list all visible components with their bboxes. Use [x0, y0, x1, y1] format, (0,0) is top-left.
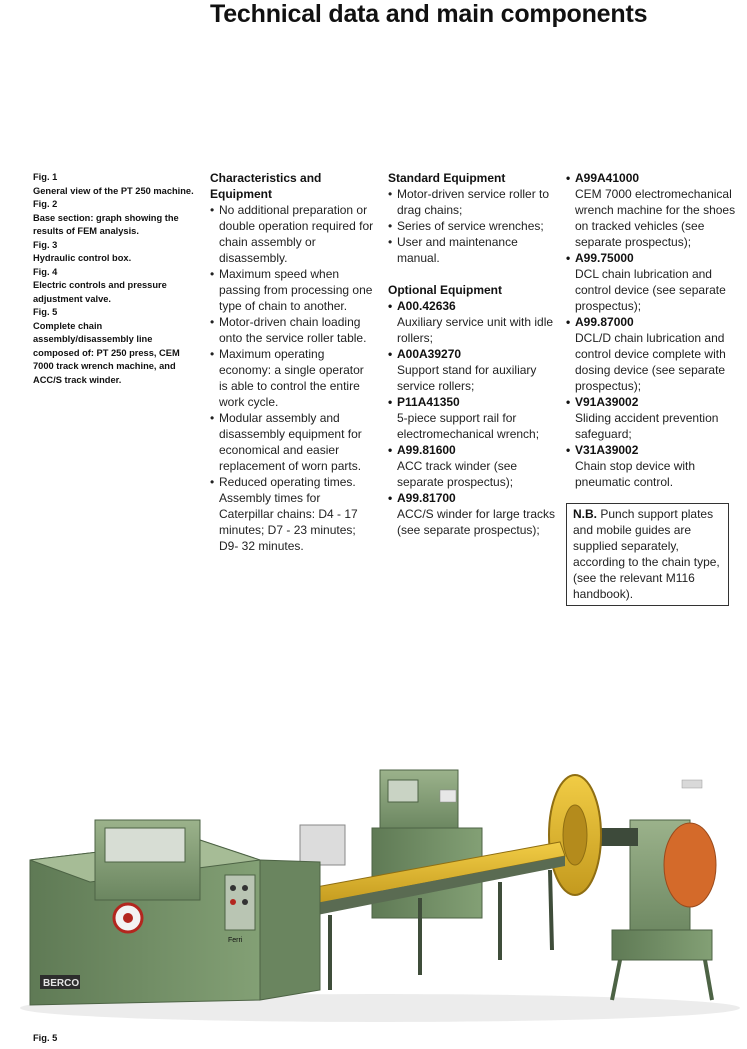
- figure-captions: [33, 171, 198, 387]
- note-label: N.B.: [573, 507, 597, 521]
- standard-heading: Standard Equipment: [388, 171, 506, 185]
- caption-fig-label: Fig. 2: [33, 199, 58, 209]
- part-code: • V91A39002: [566, 394, 736, 410]
- list-item: • No additional preparation or double operation required for chain assembly or disassembly.: [210, 202, 375, 266]
- part-description: 5-piece support rail for electromechanical wrench;: [397, 411, 540, 441]
- part-code: • A99.87000: [566, 314, 736, 330]
- caption-fig-label: Fig. 1: [33, 172, 58, 182]
- panel-label: Ferri: [228, 937, 243, 944]
- characteristics-list: [210, 202, 375, 554]
- caption-text: Hydraulic control box.: [33, 253, 132, 263]
- caption-fig-label: Fig. 4: [33, 266, 58, 277]
- note-text: Punch support plates and mobile guides are supplied separately, according to the chain type, (see the relevant M116 handbook).: [573, 507, 720, 601]
- part-code: • A99.81700: [388, 490, 558, 506]
- list-item: • Series of service wrenches;: [388, 218, 558, 234]
- part-code: • A99.81600: [388, 442, 558, 458]
- optional-continued-column: [566, 170, 736, 490]
- part-description: CEM 7000 electromechanical wrench machine for the shoes on tracked vehicles (see separate prospectus);: [575, 187, 736, 249]
- part-description: ACC track winder (see separate prospectus);: [397, 459, 518, 489]
- part-code: • A00A39270: [388, 346, 558, 362]
- standard-list: [388, 186, 558, 266]
- caption-text: Electric controls and pressure adjustment valve.: [33, 280, 167, 304]
- caption-text: General view of the PT 250 machine.: [33, 185, 194, 196]
- part-description: Auxiliary service unit with idle rollers;: [397, 315, 554, 345]
- list-item: • Reduced operating times. Assembly times for Caterpillar chains: D4 - 17 minutes; D7 - 23 minutes; D9- 32 minutes.: [210, 474, 375, 554]
- part-description: ACC/S winder for large tracks (see separate prospectus);: [397, 507, 556, 537]
- caption-fig-label: Fig. 3: [33, 239, 58, 250]
- brand-plate: BERCO: [43, 978, 80, 989]
- equipment-column: [388, 170, 558, 538]
- note-box: [566, 503, 729, 606]
- part-code: • A00.42636: [388, 298, 558, 314]
- characteristics-column: [210, 170, 375, 554]
- caption-text: Base section: graph showing the results of FEM analysis.: [33, 212, 179, 236]
- part-code: • P11A41350: [388, 394, 558, 410]
- part-description: DCL chain lubrication and control device (see separate prospectus);: [575, 267, 726, 313]
- list-item: • Modular assembly and disassembly equipment for economical and easier replacement of worn parts.: [210, 410, 375, 474]
- caption-text: Complete chain assembly/disassembly line composed of: PT 250 press, CEM 7000 track wrench machine, and ACC/S track winder.: [33, 320, 180, 385]
- list-item: • User and maintenance manual.: [388, 234, 558, 266]
- caption-fig-label: Fig. 5: [33, 307, 58, 317]
- part-description: DCL/D chain lubrication and control device complete with dosing device (see separate prospectus);: [575, 331, 726, 393]
- part-code: • A99.75000: [566, 250, 736, 266]
- figure-label: Fig. 5: [33, 1033, 58, 1043]
- list-item: • Motor-driven service roller to drag chains;: [388, 186, 558, 218]
- part-description: Support stand for auxiliary service rollers;: [397, 363, 537, 393]
- characteristics-heading: Characteristics and Equipment: [210, 171, 322, 201]
- page-title: Technical data and main components: [210, 0, 648, 28]
- part-code: • V31A39002: [566, 442, 736, 458]
- list-item: • Maximum operating economy: a single operator is able to control the entire work cycle.: [210, 346, 375, 410]
- assembly-line-photo: [0, 750, 747, 1030]
- part-description: Sliding accident prevention safeguard;: [575, 411, 719, 441]
- track-winder: [549, 775, 716, 1000]
- optional-heading: Optional Equipment: [388, 283, 502, 297]
- list-item: • Maximum speed when passing from processing one type of chain to another.: [210, 266, 375, 314]
- part-code: • A99A41000: [566, 170, 736, 186]
- part-description: Chain stop device with pneumatic control.: [575, 459, 696, 489]
- list-item: • Motor-driven chain loading onto the service roller table.: [210, 314, 375, 346]
- press-machine: [30, 820, 345, 1005]
